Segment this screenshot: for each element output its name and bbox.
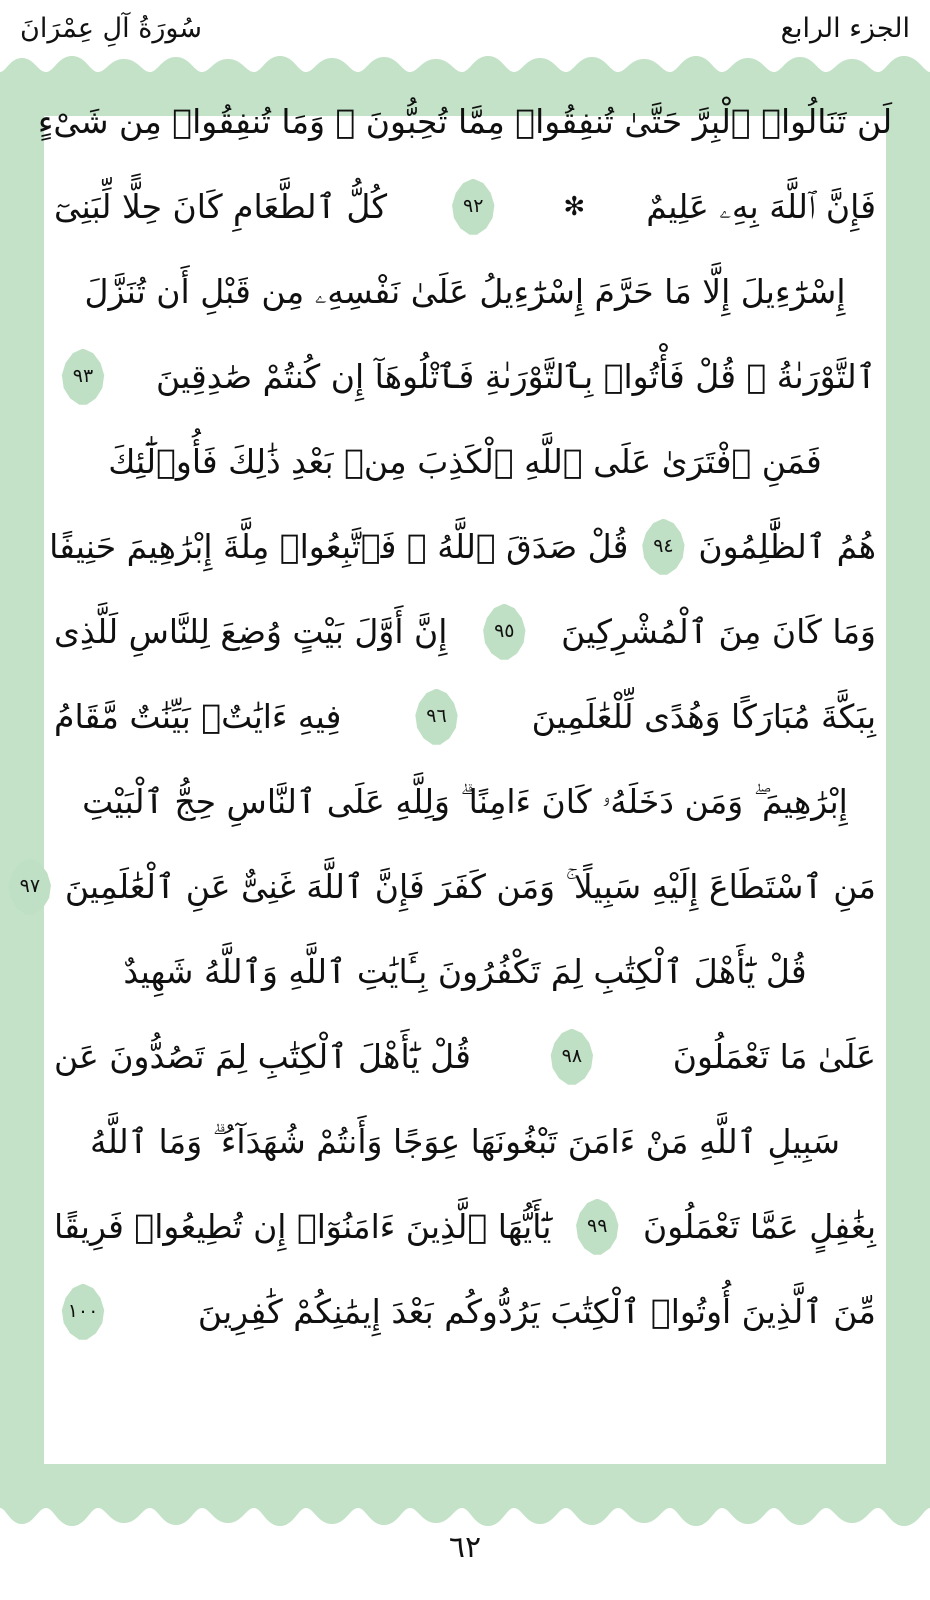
ayah-text: وَمَا كَانَ مِنَ ٱلْمُشْرِكِينَ bbox=[561, 612, 876, 652]
ayah-text: فَإِنَّ ٱللَّهَ بِهِۦ عَلِيمٌ bbox=[646, 187, 876, 227]
ayah-number-marker[interactable] bbox=[574, 1199, 620, 1257]
ayah-text: سَبِيلِ ٱللَّهِ مَنْ ءَامَنَ تَبْغُونَهَا عِوَجًا وَأَنتُمْ شُهَدَآءُ ۗ وَمَا ٱللَّهُ bbox=[90, 1122, 841, 1162]
ayah-number-marker[interactable] bbox=[549, 1029, 595, 1087]
ayah-text: إِنَّ أَوَّلَ بَيْتٍ وُضِعَ لِلنَّاسِ لَلَّذِى bbox=[54, 612, 448, 652]
ayah-text: قُلْ صَدَقَ ٱللَّهُ ۗ فَٱتَّبِعُوا۟ مِلَّةَ إِبْرَٰهِيمَ حَنِيفًا bbox=[49, 527, 629, 567]
running-header bbox=[0, 0, 930, 56]
ayah-line-inner bbox=[54, 689, 876, 747]
ayah-text: عَلَىٰ مَا تَعْمَلُونَ bbox=[672, 1037, 876, 1077]
ayah-line-inner bbox=[54, 782, 876, 822]
ayah-text: قُلْ يَٰٓأَهْلَ ٱلْكِتَٰبِ لِمَ تَكْفُرُونَ بِـَٔايَٰتِ ٱللَّهِ وَٱللَّهُ شَهِيدٌ bbox=[123, 952, 807, 992]
ayah-number: ٩٤ bbox=[653, 535, 674, 557]
ayah-number-marker[interactable] bbox=[60, 1284, 106, 1342]
ayah-line bbox=[54, 1100, 876, 1185]
ayah-line bbox=[37, 80, 893, 165]
ayah-text: فَمَنِ ٱفْتَرَىٰ عَلَى ٱللَّهِ ٱلْكَذِبَ مِنۢ بَعْدِ ذَٰلِكَ فَأُو۟لَٰٓئِكَ bbox=[108, 442, 822, 482]
ayah-number: ٩٣ bbox=[72, 365, 94, 387]
ayah-line-inner bbox=[54, 604, 876, 662]
ayah-line-inner bbox=[54, 179, 876, 237]
ayah-number-marker[interactable] bbox=[60, 349, 106, 407]
ayah-line-inner bbox=[19, 859, 876, 917]
juz-label: الجزء الرابع bbox=[780, 12, 910, 44]
ayah-text: لَن تَنَالُوا۟ ٱلْبِرَّ حَتَّىٰ تُنفِقُوا۟ مِمَّا تُحِبُّونَ ۚ وَمَا تُنفِقُوا۟ مِن شَىْءٍ bbox=[37, 102, 893, 142]
ayah-text: إِسْرَٰٓءِيلَ إِلَّا مَا حَرَّمَ إِسْرَٰٓءِيلُ عَلَىٰ نَفْسِهِۦ مِن قَبْلِ أَن تُنَزَّلَ bbox=[84, 272, 846, 312]
ayah-line bbox=[54, 1270, 876, 1355]
ayah-line bbox=[54, 335, 876, 420]
ayah-line bbox=[54, 1185, 876, 1270]
ayah-line bbox=[54, 930, 876, 1015]
ayah-line-inner bbox=[54, 952, 876, 992]
ayah-line-inner bbox=[37, 102, 893, 142]
ayah-number: ٩٢ bbox=[463, 195, 484, 217]
ayah-line-inner bbox=[54, 442, 876, 482]
quran-text-block bbox=[19, 56, 893, 1416]
scallop-bottom-edge bbox=[0, 1494, 930, 1526]
ayah-number: ٩٦ bbox=[426, 705, 447, 727]
ayah-text: ٱلتَّوْرَىٰةُ ۗ قُلْ فَأْتُوا۟ بِٱلتَّوْرَىٰةِ فَٱتْلُوهَآ إِن كُنتُمْ صَٰدِقِينَ bbox=[155, 357, 876, 397]
ayah-text: بِبَكَّةَ مُبَارَكًا وَهُدًى لِّلْعَٰلَمِينَ bbox=[531, 697, 876, 737]
ayah-text: قُلْ يَٰٓأَهْلَ ٱلْكِتَٰبِ لِمَ تَصُدُّونَ عَن bbox=[54, 1037, 471, 1077]
ayah-number: ٩٧ bbox=[19, 875, 41, 897]
ayah-text: بِغَٰفِلٍ عَمَّا تَعْمَلُونَ bbox=[643, 1207, 876, 1247]
ayah-line-inner bbox=[49, 519, 876, 577]
ayah-line bbox=[54, 590, 876, 675]
ayah-text: فِيهِ ءَايَٰتٌۢ بَيِّنَٰتٌ مَّقَامُ bbox=[54, 697, 342, 737]
ayah-line bbox=[49, 505, 876, 590]
ayah-number: ١٠٠ bbox=[67, 1300, 99, 1322]
ayah-text: يَٰٓأَيُّهَا ٱلَّذِينَ ءَامَنُوٓا۟ إِن تُطِيعُوا۟ فَرِيقًا bbox=[54, 1207, 552, 1247]
ayah-line bbox=[54, 1015, 876, 1100]
ayah-line bbox=[54, 675, 876, 760]
ayah-number-marker[interactable] bbox=[481, 604, 527, 662]
ayah-number-marker[interactable] bbox=[7, 859, 53, 917]
ayah-line bbox=[54, 420, 876, 505]
surah-label: سُورَةُ آلِ عِمْرَانَ bbox=[20, 12, 202, 44]
ayah-line-inner bbox=[54, 272, 876, 312]
ayah-number: ٩٥ bbox=[494, 620, 515, 642]
ayah-line-inner bbox=[54, 349, 876, 407]
ayah-number-marker[interactable] bbox=[450, 179, 496, 237]
ayah-text: مِّنَ ٱلَّذِينَ أُوتُوا۟ ٱلْكِتَٰبَ يَرُدُّوكُم بَعْدَ إِيمَٰنِكُمْ كَٰفِرِينَ bbox=[197, 1292, 876, 1332]
ayah-text: مَنِ ٱسْتَطَاعَ إِلَيْهِ سَبِيلًا ۚ وَمَن كَفَرَ فَإِنَّ ٱللَّهَ غَنِىٌّ عَنِ ٱلْعَٰلَمِينَ bbox=[64, 867, 876, 907]
ayah-line-inner bbox=[54, 1199, 876, 1257]
page-number: ٦٢ bbox=[448, 1530, 482, 1565]
ayah-line-inner bbox=[54, 1029, 876, 1087]
ayah-line bbox=[54, 760, 876, 845]
ayah-number: ٩٩ bbox=[587, 1215, 608, 1237]
rub-el-hizb-star-icon: ✻ bbox=[563, 191, 586, 222]
ayah-line bbox=[19, 845, 876, 930]
ayah-number-marker[interactable] bbox=[640, 519, 686, 577]
ayah-number-marker[interactable] bbox=[413, 689, 459, 747]
ayah-line bbox=[54, 250, 876, 335]
ayah-text: هُمُ ٱلظَّٰلِمُونَ bbox=[698, 527, 876, 567]
ayah-text: كُلُّ ٱلطَّعَامِ كَانَ حِلًّا لِّبَنِىٓ bbox=[54, 187, 388, 227]
ayah-number: ٩٨ bbox=[561, 1045, 583, 1067]
ayah-line-inner bbox=[54, 1284, 876, 1342]
ayah-line-inner bbox=[54, 1122, 876, 1162]
ayah-line bbox=[54, 165, 876, 250]
ayah-text: إِبْرَٰهِيمَ ۖ وَمَن دَخَلَهُۥ كَانَ ءَامِنًا ۗ وَلِلَّهِ عَلَى ٱلنَّاسِ حِجُّ ٱلْبَيْتِ bbox=[82, 782, 848, 822]
